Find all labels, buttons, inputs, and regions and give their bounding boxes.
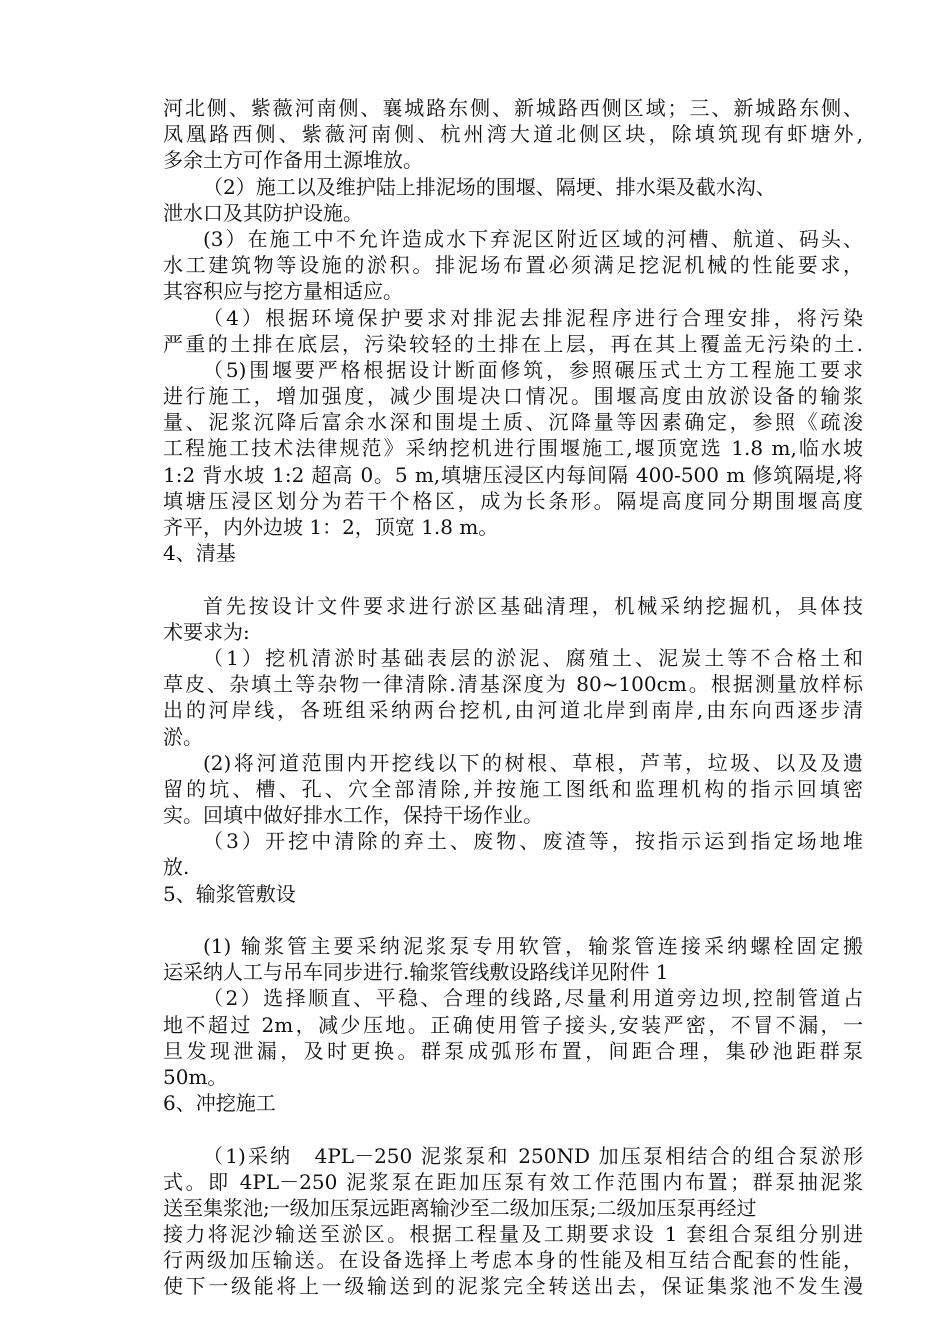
text-line: 首先按设计文件要求进行淤区基础清理，机械采纳挖掘机，具体技 <box>203 593 863 618</box>
text-line: 式。即 4PL－250 泥浆泵在距加压泵有效工作范围内布置；群泵抽泥浆 <box>163 1169 863 1194</box>
text-line: 多余土方可作备用土源堆放。 <box>163 148 423 173</box>
blank-line <box>163 1116 863 1142</box>
text-line: 旦发现泄漏，及时更换。群泵成弧形布置，间距合理，集砂池距群泵 <box>163 1038 863 1063</box>
text-line: 进行施工，增加强度，减少围堤决口情况。围堰高度由放淤设备的输浆 <box>163 384 863 409</box>
text-line: （3）开挖中清除的弃土、废物、废渣等，按指示运到指定场地堆 <box>203 829 863 854</box>
text-line: 50m。 <box>163 1064 228 1089</box>
document-body <box>163 95 863 1300</box>
text-line: （1）挖机清淤时基础表层的淤泥、腐殖土、泥炭土等不合格土和 <box>203 645 863 670</box>
text-line: 河北侧、紫薇河南侧、襄城路东侧、新城路西侧区域；三、新城路东侧、 <box>163 96 863 120</box>
text-line: 泄水口及其防护设施。 <box>163 200 363 225</box>
text-line: （4）根据环境保护要求对排泥去排泥程序进行合理安排，将污染 <box>203 305 863 330</box>
text-line: （2）施工以及维护陆上排泥场的围堰、隔埂、排水渠及截水沟、 <box>203 174 776 199</box>
text-line: 出的河岸线，各班组采纳两台挖机,由河道北岸到南岸,由东向西逐步清 <box>163 698 863 723</box>
text-line: 严重的土排在底层，污染较轻的土排在上层，再在其上覆盖无污染的土. <box>163 331 863 356</box>
text-line: (3）在施工中不允许造成水下弃泥区附近区域的河槽、航道、码头、 <box>203 226 863 251</box>
text-line: 放. <box>163 855 190 880</box>
text-line: (2)将河道范围内开挖线以下的树根、草根，芦苇，垃圾、以及及遗 <box>203 750 863 775</box>
text-line: 实。回填中做好排水工作，保持干场作业。 <box>163 803 543 828</box>
text-line: 地不超过 2m，减少压地。正确使用管子接头,安装严密，不冒不漏，一 <box>163 1012 863 1037</box>
text-line: 淤。 <box>163 724 203 749</box>
text-line: 运采纳人工与吊车同步进行.输浆管线敷设路线详见附件 1 <box>163 960 669 985</box>
text-line: 齐平，内外边坡 1：2，顶宽 1.8 m。 <box>163 515 499 539</box>
text-line: （2）选择顺直、平稳、合理的线路,尽量利用道旁边坝,控制管道占 <box>203 986 863 1011</box>
text-line: 填塘压浸区划分为若干个格区，成为长条形。隔堤高度同分期围堰高度 <box>163 488 863 513</box>
text-line: (1) 输浆管主要采纳泥浆泵专用软管，输浆管连接采纳螺栓固定搬 <box>203 934 863 958</box>
text-line: 使下一级能将上一级输送到的泥浆完全转送出去，保证集浆池不发生漫 <box>163 1274 863 1299</box>
blank-line <box>163 907 863 933</box>
text-line: 行两级加压输送。在设备选择上考虑本身的性能及相互结合配套的性能， <box>163 1248 863 1273</box>
text-line: 凤凰路西侧、紫薇河南侧、杭州湾大道北侧区块，除填筑现有虾塘外, <box>163 122 863 147</box>
text-line: 量、泥浆沉降后富余水深和围堤土质、沉降量等因素确定，参照《疏浚 <box>163 410 863 435</box>
text-line: 其容积应与挖方量相适应。 <box>163 279 403 304</box>
text-line: 草皮、杂填土等杂物一律清除.清基深度为 80~100cm。根据测量放样标 <box>163 672 863 697</box>
text-line: 6、冲挖施工 <box>163 1091 276 1116</box>
blank-line <box>163 566 863 592</box>
text-line: 术要求为: <box>163 619 250 644</box>
text-line: （1)采纳 4PL－250 泥浆泵和 250ND 加压泵相结合的组合泵淤形 <box>203 1143 863 1168</box>
text-line: 接力将泥沙输送至淤区。根据工程量及工期要求设 1 套组合泵组分别进 <box>163 1222 863 1247</box>
text-line: 5、输浆管敷设 <box>163 881 296 906</box>
text-line: 送至集浆池;一级加压泵远距离输沙至二级加压泵;二级加压泵再经过 <box>163 1195 757 1220</box>
text-line: （5)围堰要严格根据设计断面修筑，参照碾压式土方工程施工要求 <box>203 357 863 382</box>
text-line: 水工建筑物等设施的淤积。排泥场布置必须满足挖泥机械的性能要求， <box>163 253 863 278</box>
text-line: 工程施工技术法律规范》采纳挖机进行围堰施工,堰顶宽选 1.8 m,临水坡 <box>163 436 863 461</box>
text-line: 1:2 背水坡 1:2 超高 0。5 m,填塘压浸区内每间隔 400-500 m 修筑隔堤,将 <box>163 462 863 487</box>
text-line: 4、清基 <box>163 541 236 566</box>
text-line: 留的坑、槽、孔、穴全部清除,并按施工图纸和监理机构的指示回填密 <box>163 776 863 801</box>
